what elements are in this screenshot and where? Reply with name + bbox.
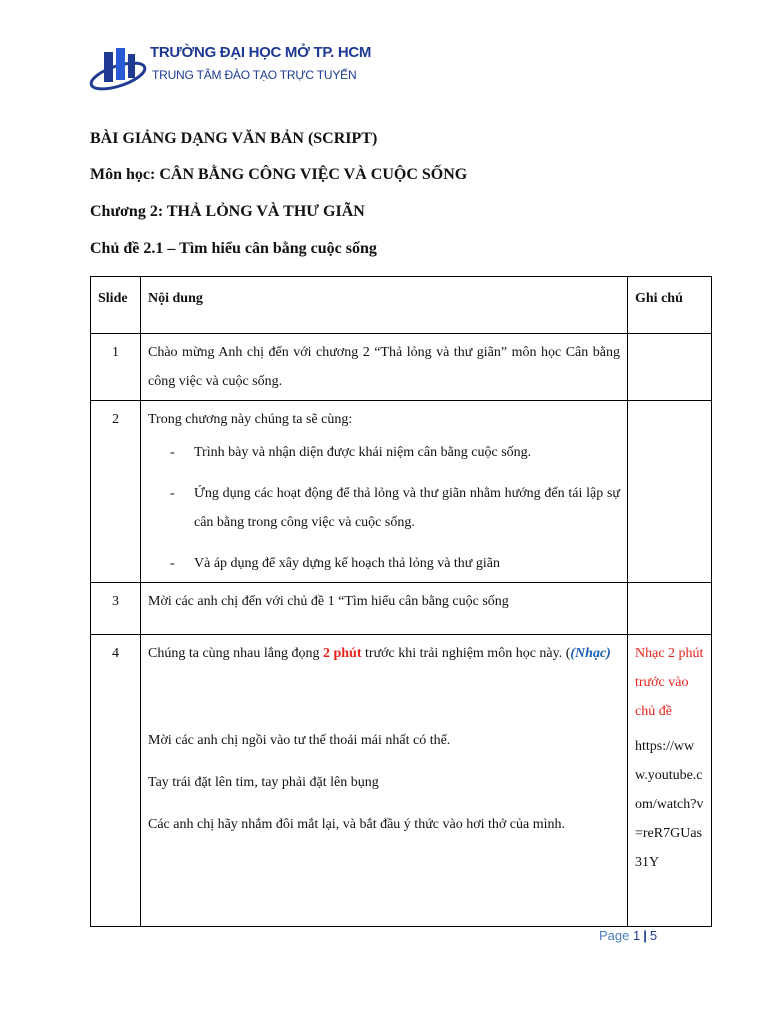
list-item: - Trình bày và nhận diện được khái niệm cân bằng cuộc sống. bbox=[148, 438, 620, 467]
document-type-title: BÀI GIẢNG DẠNG VĂN BẢN (SCRIPT) bbox=[90, 130, 378, 147]
music-cue: (Nhạc) bbox=[570, 646, 611, 661]
music-note: Nhạc 2 phút trước vào chủ đề bbox=[635, 646, 704, 719]
music-link[interactable]: https://www.youtube.com/watch?v=reR7GUas31Y bbox=[635, 739, 704, 870]
slide-number: 1 bbox=[91, 334, 141, 401]
table-row bbox=[91, 401, 712, 583]
list-item: - Và áp dụng để xây dựng kế hoạch thả lỏng và thư giãn bbox=[148, 549, 620, 578]
slide-number: 3 bbox=[91, 583, 141, 635]
slide-number: 4 bbox=[91, 635, 141, 927]
duration-highlight: 2 phút bbox=[322, 646, 362, 661]
script-table bbox=[90, 276, 712, 927]
university-name: TRƯỜNG ĐẠI HỌC MỞ TP. HCM bbox=[150, 44, 372, 61]
slide-content: Mời các anh chị đến với chủ đề 1 “Tìm hiểu cân bằng cuộc sống bbox=[141, 583, 628, 635]
subject-title: Môn học: CÂN BẰNG CÔNG VIỆC VÀ CUỘC SỐNG bbox=[90, 166, 468, 183]
slide-content: Chào mừng Anh chị đến với chương 2 “Thả lỏng và thư giãn” môn học Cân bằng công việc và cuộc sống. bbox=[141, 334, 628, 401]
topic-title: Chủ đề 2.1 – Tìm hiểu cân bằng cuộc sống bbox=[90, 240, 377, 257]
table-header-row bbox=[91, 277, 712, 334]
page-number: 1 bbox=[633, 928, 641, 943]
table-row bbox=[91, 334, 712, 401]
university-logo bbox=[88, 40, 372, 100]
list-item: - Ứng dụng các hoạt động để thả lỏng và thư giãn nhằm hướng đến tái lập sự cân bằng trong công việc và cuộc sống. bbox=[148, 479, 620, 537]
chapter-title: Chương 2: THẢ LỎNG VÀ THƯ GIÃN bbox=[90, 203, 365, 220]
content-intro: Trong chương này chúng ta sẽ cùng: bbox=[148, 412, 353, 427]
slide-number: 2 bbox=[91, 401, 141, 583]
header-note: Ghi chú bbox=[628, 277, 712, 334]
slide-content bbox=[141, 635, 628, 927]
center-name: TRUNG TÂM ĐÀO TẠO TRỰC TUYẾN bbox=[152, 68, 357, 82]
header-slide: Slide bbox=[91, 277, 141, 334]
header-content: Nội dung bbox=[141, 277, 628, 334]
content-paragraph: Tay trái đặt lên tim, tay phải đặt lên bụng bbox=[148, 775, 379, 790]
slide-note bbox=[628, 583, 712, 635]
content-paragraph: Chúng ta cùng nhau lắng đọng 2 phút trước khi trải nghiệm môn học này. ((Nhạc) bbox=[148, 646, 611, 661]
content-paragraph: Mời các anh chị ngồi vào tư thế thoải mái nhất có thể. bbox=[148, 733, 451, 748]
content-paragraph: Các anh chị hãy nhắm đôi mắt lại, và bắt đầu ý thức vào hơi thở của mình. bbox=[148, 817, 566, 832]
slide-note bbox=[628, 401, 712, 583]
table-row bbox=[91, 583, 712, 635]
page-separator: | bbox=[643, 928, 647, 943]
objective-list bbox=[148, 438, 620, 578]
page-label: Page bbox=[599, 928, 630, 943]
page-total: 5 bbox=[649, 928, 658, 943]
university-emblem-icon bbox=[88, 46, 150, 94]
slide-note bbox=[628, 635, 712, 927]
page-footer bbox=[599, 928, 657, 943]
slide-note bbox=[628, 334, 712, 401]
table-row bbox=[91, 635, 712, 927]
slide-content bbox=[141, 401, 628, 583]
